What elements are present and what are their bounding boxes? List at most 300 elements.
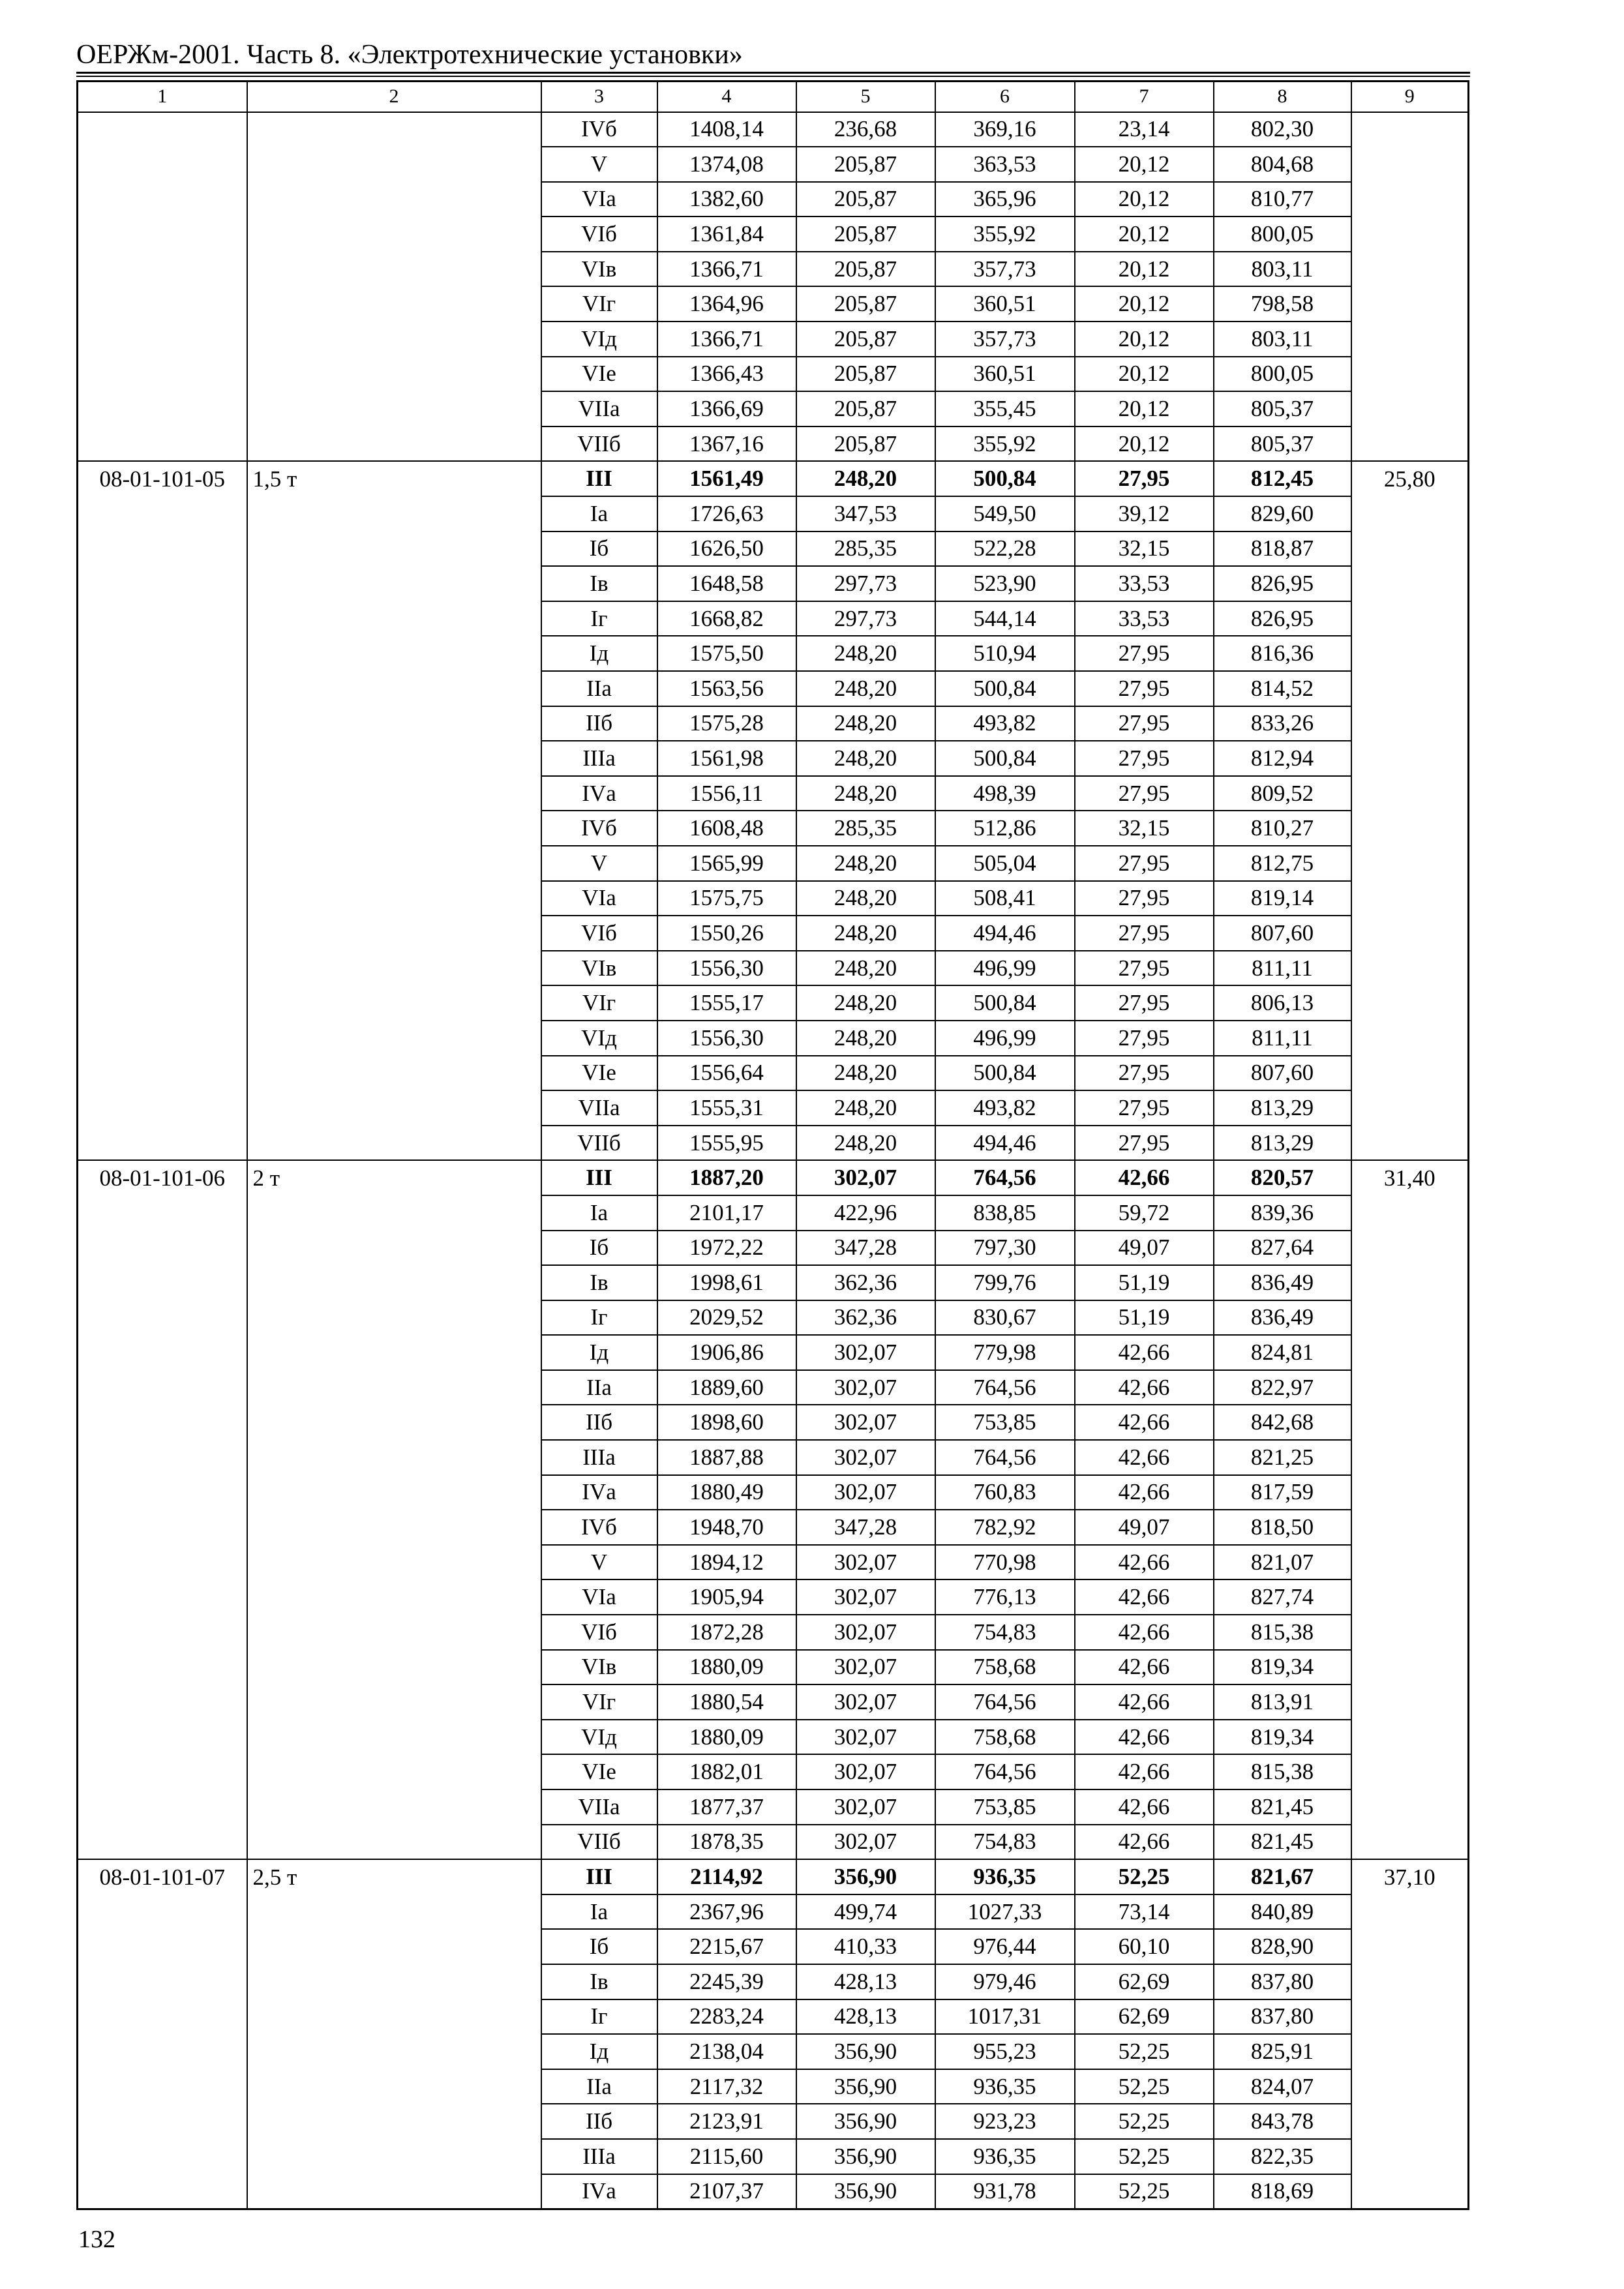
column-6-cell: 510,94: [935, 636, 1075, 671]
column-8-cell: 810,27: [1214, 811, 1351, 846]
column-5-cell: 302,07: [796, 1545, 935, 1580]
column-5-cell: 302,07: [796, 1789, 935, 1825]
column-7-cell: 27,95: [1075, 1021, 1214, 1056]
column-8-cell: 821,45: [1214, 1789, 1351, 1825]
column-8-cell: 815,38: [1214, 1615, 1351, 1650]
item-name-cell: [247, 112, 541, 462]
item-name-cell: 1,5 т: [247, 461, 541, 1160]
column-7-cell: 62,69: [1075, 1999, 1214, 2035]
zone-cell: Iд: [541, 636, 657, 671]
column-7-cell: 52,25: [1075, 2069, 1214, 2104]
column-9-cell: 37,10: [1351, 1859, 1469, 2209]
column-4-cell: 1906,86: [657, 1335, 796, 1370]
zone-cell: Iг: [541, 1999, 657, 2035]
column-4-cell: 2138,04: [657, 2034, 796, 2069]
column-7-cell: 27,95: [1075, 1090, 1214, 1126]
column-4-cell: 1575,50: [657, 636, 796, 671]
column-4-cell: 1905,94: [657, 1579, 796, 1615]
column-4-cell: 1366,43: [657, 357, 796, 392]
column-5-cell: 302,07: [796, 1335, 935, 1370]
item-name-cell: 2,5 т: [247, 1859, 541, 2209]
column-5-cell: 302,07: [796, 1650, 935, 1685]
column-8-cell: 803,11: [1214, 252, 1351, 287]
column-8-cell: 821,25: [1214, 1440, 1351, 1475]
column-4-cell: 1364,96: [657, 286, 796, 322]
column-7-cell: 59,72: [1075, 1195, 1214, 1231]
zone-cell: VIб: [541, 1615, 657, 1650]
column-8-cell: 812,94: [1214, 741, 1351, 776]
column-5-cell: 302,07: [796, 1720, 935, 1755]
column-5-cell: 347,28: [796, 1510, 935, 1545]
column-6-cell: 357,73: [935, 322, 1075, 357]
column-8-cell: 807,60: [1214, 1056, 1351, 1091]
column-5-cell: 248,20: [796, 461, 935, 496]
column-4-cell: 1889,60: [657, 1370, 796, 1405]
column-5-cell: 205,87: [796, 391, 935, 426]
table-row: [78, 112, 1469, 147]
zone-cell: IIIа: [541, 741, 657, 776]
column-4-cell: 1382,60: [657, 182, 796, 217]
column-7-cell: 27,95: [1075, 846, 1214, 881]
column-5-cell: 302,07: [796, 1440, 935, 1475]
table-body: [78, 112, 1469, 2209]
column-7-cell: 23,14: [1075, 112, 1214, 147]
column-7-cell: 32,15: [1075, 531, 1214, 567]
column-6-cell: 357,73: [935, 252, 1075, 287]
column-6-cell: 500,84: [935, 671, 1075, 706]
column-4-cell: 2117,32: [657, 2069, 796, 2104]
column-5-cell: 248,20: [796, 1126, 935, 1161]
column-8-cell: 813,29: [1214, 1090, 1351, 1126]
column-5-cell: 356,90: [796, 2139, 935, 2174]
column-7-cell: 52,25: [1075, 2174, 1214, 2209]
column-4-cell: 2215,67: [657, 1929, 796, 1964]
column-number-header: 1: [78, 82, 247, 112]
column-7-cell: 32,15: [1075, 811, 1214, 846]
column-6-cell: 369,16: [935, 112, 1075, 147]
rate-code-cell: [78, 112, 247, 462]
column-6-cell: 936,35: [935, 1859, 1075, 1894]
column-4-cell: 1550,26: [657, 916, 796, 951]
column-4-cell: 1878,35: [657, 1825, 796, 1860]
zone-cell: VIг: [541, 286, 657, 322]
column-4-cell: 1367,16: [657, 426, 796, 462]
column-6-cell: 500,84: [935, 1056, 1075, 1091]
column-5-cell: 205,87: [796, 426, 935, 462]
column-7-cell: 49,07: [1075, 1510, 1214, 1545]
column-4-cell: 1374,08: [657, 147, 796, 182]
zone-cell: VIд: [541, 1021, 657, 1056]
column-4-cell: 1563,56: [657, 671, 796, 706]
column-5-cell: 248,20: [796, 916, 935, 951]
column-6-cell: 753,85: [935, 1405, 1075, 1440]
column-7-cell: 42,66: [1075, 1579, 1214, 1615]
column-6-cell: 365,96: [935, 182, 1075, 217]
column-8-cell: 822,97: [1214, 1370, 1351, 1405]
column-5-cell: 410,33: [796, 1929, 935, 1964]
column-6-cell: 830,67: [935, 1300, 1075, 1336]
column-7-cell: 27,95: [1075, 951, 1214, 986]
column-number-header: 4: [657, 82, 796, 112]
column-6-cell: 544,14: [935, 601, 1075, 636]
column-5-cell: 205,87: [796, 147, 935, 182]
column-8-cell: 839,36: [1214, 1195, 1351, 1231]
column-7-cell: 62,69: [1075, 1964, 1214, 1999]
column-5-cell: 428,13: [796, 1999, 935, 2035]
column-5-cell: 285,35: [796, 531, 935, 567]
column-8-cell: 814,52: [1214, 671, 1351, 706]
column-5-cell: 248,20: [796, 846, 935, 881]
zone-cell: VIа: [541, 182, 657, 217]
column-7-cell: 33,53: [1075, 566, 1214, 601]
column-7-cell: 27,95: [1075, 881, 1214, 916]
column-7-cell: 52,25: [1075, 1859, 1214, 1894]
column-7-cell: 42,66: [1075, 1405, 1214, 1440]
column-4-cell: 1556,30: [657, 951, 796, 986]
column-6-cell: 764,56: [935, 1684, 1075, 1720]
column-7-cell: 42,66: [1075, 1650, 1214, 1685]
column-4-cell: 1880,54: [657, 1684, 796, 1720]
column-7-cell: 42,66: [1075, 1615, 1214, 1650]
column-number-header: 9: [1351, 82, 1469, 112]
column-5-cell: 285,35: [796, 811, 935, 846]
page-title: ОЕРЖм-2001. Часть 8. «Электротехнические установки»: [76, 40, 743, 70]
column-6-cell: 500,84: [935, 741, 1075, 776]
column-4-cell: 1366,71: [657, 252, 796, 287]
column-9-cell: 25,80: [1351, 461, 1469, 1160]
zone-cell: VIе: [541, 1056, 657, 1091]
zone-cell: IVа: [541, 2174, 657, 2209]
column-6-cell: 496,99: [935, 1021, 1075, 1056]
column-4-cell: 1648,58: [657, 566, 796, 601]
column-5-cell: 362,36: [796, 1300, 935, 1336]
column-6-cell: 779,98: [935, 1335, 1075, 1370]
column-7-cell: 42,66: [1075, 1684, 1214, 1720]
column-6-cell: 505,04: [935, 846, 1075, 881]
column-9-cell: [1351, 112, 1469, 462]
column-7-cell: 20,12: [1075, 357, 1214, 392]
zone-cell: VIIа: [541, 1789, 657, 1825]
column-8-cell: 821,07: [1214, 1545, 1351, 1580]
column-4-cell: 1561,49: [657, 461, 796, 496]
column-number-header: 5: [796, 82, 935, 112]
column-5-cell: 347,53: [796, 496, 935, 531]
column-4-cell: 1872,28: [657, 1615, 796, 1650]
column-8-cell: 821,67: [1214, 1859, 1351, 1894]
column-5-cell: 302,07: [796, 1579, 935, 1615]
column-7-cell: 42,66: [1075, 1754, 1214, 1789]
column-4-cell: 1880,09: [657, 1720, 796, 1755]
column-8-cell: 827,64: [1214, 1231, 1351, 1266]
column-4-cell: 1898,60: [657, 1405, 796, 1440]
column-6-cell: 782,92: [935, 1510, 1075, 1545]
column-6-cell: 500,84: [935, 461, 1075, 496]
column-8-cell: 837,80: [1214, 1999, 1351, 2035]
column-4-cell: 2101,17: [657, 1195, 796, 1231]
column-7-cell: 52,25: [1075, 2104, 1214, 2139]
zone-cell: Iг: [541, 1300, 657, 1336]
column-6-cell: 799,76: [935, 1265, 1075, 1300]
column-number-header: 8: [1214, 82, 1351, 112]
column-6-cell: 758,68: [935, 1650, 1075, 1685]
column-8-cell: 843,78: [1214, 2104, 1351, 2139]
column-4-cell: 1998,61: [657, 1265, 796, 1300]
column-6-cell: 764,56: [935, 1160, 1075, 1195]
zone-cell: Iа: [541, 1195, 657, 1231]
column-4-cell: 1882,01: [657, 1754, 796, 1789]
column-7-cell: 39,12: [1075, 496, 1214, 531]
column-5-cell: 356,90: [796, 2104, 935, 2139]
column-6-cell: 936,35: [935, 2139, 1075, 2174]
column-6-cell: 494,46: [935, 916, 1075, 951]
column-6-cell: 355,92: [935, 426, 1075, 462]
column-5-cell: 347,28: [796, 1231, 935, 1266]
column-8-cell: 798,58: [1214, 286, 1351, 322]
column-8-cell: 827,74: [1214, 1579, 1351, 1615]
column-8-cell: 800,05: [1214, 217, 1351, 252]
column-5-cell: 356,90: [796, 2174, 935, 2209]
column-8-cell: 818,87: [1214, 531, 1351, 567]
column-6-cell: 979,46: [935, 1964, 1075, 1999]
column-4-cell: 2029,52: [657, 1300, 796, 1336]
column-7-cell: 52,25: [1075, 2139, 1214, 2174]
column-5-cell: 248,20: [796, 1021, 935, 1056]
column-8-cell: 811,11: [1214, 951, 1351, 986]
column-6-cell: 498,39: [935, 776, 1075, 811]
column-9-cell: 31,40: [1351, 1160, 1469, 1859]
column-8-cell: 825,91: [1214, 2034, 1351, 2069]
column-8-cell: 812,45: [1214, 461, 1351, 496]
column-5-cell: 236,68: [796, 112, 935, 147]
zone-cell: VIIб: [541, 426, 657, 462]
column-7-cell: 42,66: [1075, 1440, 1214, 1475]
column-7-cell: 27,95: [1075, 776, 1214, 811]
column-4-cell: 1626,50: [657, 531, 796, 567]
column-7-cell: 27,95: [1075, 1126, 1214, 1161]
column-8-cell: 800,05: [1214, 357, 1351, 392]
column-6-cell: 508,41: [935, 881, 1075, 916]
column-8-cell: 809,52: [1214, 776, 1351, 811]
column-4-cell: 1972,22: [657, 1231, 796, 1266]
column-4-cell: 1556,30: [657, 1021, 796, 1056]
column-8-cell: 836,49: [1214, 1300, 1351, 1336]
column-7-cell: 27,95: [1075, 1056, 1214, 1091]
column-6-cell: 496,99: [935, 951, 1075, 986]
column-5-cell: 422,96: [796, 1195, 935, 1231]
column-6-cell: 758,68: [935, 1720, 1075, 1755]
column-6-cell: 955,23: [935, 2034, 1075, 2069]
column-4-cell: 1555,17: [657, 985, 796, 1021]
column-6-cell: 770,98: [935, 1545, 1075, 1580]
column-5-cell: 248,20: [796, 951, 935, 986]
zone-cell: Iб: [541, 1929, 657, 1964]
column-8-cell: 803,11: [1214, 322, 1351, 357]
rate-code-cell: 08-01-101-05: [78, 461, 247, 1160]
column-7-cell: 20,12: [1075, 322, 1214, 357]
column-5-cell: 205,87: [796, 217, 935, 252]
column-5-cell: 248,20: [796, 741, 935, 776]
column-8-cell: 816,36: [1214, 636, 1351, 671]
column-4-cell: 1894,12: [657, 1545, 796, 1580]
column-7-cell: 20,12: [1075, 426, 1214, 462]
zone-cell: IIIа: [541, 1440, 657, 1475]
column-6-cell: 493,82: [935, 706, 1075, 741]
column-5-cell: 302,07: [796, 1160, 935, 1195]
column-6-cell: 753,85: [935, 1789, 1075, 1825]
zone-cell: VIа: [541, 1579, 657, 1615]
column-4-cell: 1565,99: [657, 846, 796, 881]
column-6-cell: 522,28: [935, 531, 1075, 567]
zone-cell: VIе: [541, 357, 657, 392]
column-8-cell: 824,07: [1214, 2069, 1351, 2104]
column-6-cell: 923,23: [935, 2104, 1075, 2139]
column-5-cell: 248,20: [796, 985, 935, 1021]
zone-cell: VIIб: [541, 1126, 657, 1161]
column-6-cell: 976,44: [935, 1929, 1075, 1964]
table-row: [78, 1859, 1469, 1894]
column-7-cell: 49,07: [1075, 1231, 1214, 1266]
zone-cell: IIа: [541, 1370, 657, 1405]
column-5-cell: 205,87: [796, 252, 935, 287]
column-6-cell: 363,53: [935, 147, 1075, 182]
column-6-cell: 931,78: [935, 2174, 1075, 2209]
column-7-cell: 20,12: [1075, 182, 1214, 217]
column-7-cell: 60,10: [1075, 1929, 1214, 1964]
column-7-cell: 20,12: [1075, 147, 1214, 182]
column-5-cell: 248,20: [796, 636, 935, 671]
column-4-cell: 1555,95: [657, 1126, 796, 1161]
column-5-cell: 248,20: [796, 881, 935, 916]
column-5-cell: 297,73: [796, 601, 935, 636]
zone-cell: VIг: [541, 985, 657, 1021]
zone-cell: Iв: [541, 1265, 657, 1300]
column-4-cell: 1880,09: [657, 1650, 796, 1685]
column-4-cell: 1408,14: [657, 112, 796, 147]
column-4-cell: 1575,28: [657, 706, 796, 741]
column-4-cell: 2245,39: [657, 1964, 796, 1999]
column-8-cell: 826,95: [1214, 601, 1351, 636]
column-7-cell: 42,66: [1075, 1789, 1214, 1825]
column-number-header: 6: [935, 82, 1075, 112]
column-4-cell: 2107,37: [657, 2174, 796, 2209]
zone-cell: VIб: [541, 916, 657, 951]
column-4-cell: 1887,88: [657, 1440, 796, 1475]
column-4-cell: 2115,60: [657, 2139, 796, 2174]
column-4-cell: 1366,71: [657, 322, 796, 357]
column-8-cell: 836,49: [1214, 1265, 1351, 1300]
column-7-cell: 42,66: [1075, 1475, 1214, 1510]
column-7-cell: 33,53: [1075, 601, 1214, 636]
column-5-cell: 302,07: [796, 1370, 935, 1405]
column-6-cell: 764,56: [935, 1370, 1075, 1405]
column-7-cell: 20,12: [1075, 391, 1214, 426]
column-6-cell: 500,84: [935, 985, 1075, 1021]
zone-cell: VIIа: [541, 391, 657, 426]
column-5-cell: 248,20: [796, 776, 935, 811]
column-5-cell: 248,20: [796, 1090, 935, 1126]
zone-cell: III: [541, 1160, 657, 1195]
column-4-cell: 1361,84: [657, 217, 796, 252]
column-7-cell: 52,25: [1075, 2034, 1214, 2069]
column-8-cell: 819,14: [1214, 881, 1351, 916]
column-7-cell: 51,19: [1075, 1300, 1214, 1336]
column-7-cell: 42,66: [1075, 1825, 1214, 1860]
column-8-cell: 802,30: [1214, 112, 1351, 147]
zone-cell: IVб: [541, 1510, 657, 1545]
column-6-cell: 838,85: [935, 1195, 1075, 1231]
column-6-cell: 355,92: [935, 217, 1075, 252]
column-4-cell: 1877,37: [657, 1789, 796, 1825]
zone-cell: Iб: [541, 1231, 657, 1266]
zone-cell: VIб: [541, 217, 657, 252]
column-8-cell: 805,37: [1214, 391, 1351, 426]
column-4-cell: 1555,31: [657, 1090, 796, 1126]
zone-cell: V: [541, 846, 657, 881]
column-8-cell: 804,68: [1214, 147, 1351, 182]
item-name-cell: 2 т: [247, 1160, 541, 1859]
zone-cell: IVб: [541, 112, 657, 147]
zone-cell: Iа: [541, 1894, 657, 1930]
column-4-cell: 1887,20: [657, 1160, 796, 1195]
column-8-cell: 818,69: [1214, 2174, 1351, 2209]
zone-cell: VIв: [541, 252, 657, 287]
column-6-cell: 360,51: [935, 357, 1075, 392]
column-5-cell: 205,87: [796, 286, 935, 322]
zone-cell: Iд: [541, 1335, 657, 1370]
zone-cell: VIIб: [541, 1825, 657, 1860]
column-7-cell: 27,95: [1075, 461, 1214, 496]
column-8-cell: 805,37: [1214, 426, 1351, 462]
column-number-row: [78, 82, 1469, 112]
column-8-cell: 822,35: [1214, 2139, 1351, 2174]
zone-cell: V: [541, 147, 657, 182]
column-6-cell: 493,82: [935, 1090, 1075, 1126]
column-6-cell: 764,56: [935, 1440, 1075, 1475]
column-8-cell: 812,75: [1214, 846, 1351, 881]
column-6-cell: 494,46: [935, 1126, 1075, 1161]
column-8-cell: 806,13: [1214, 985, 1351, 1021]
column-5-cell: 302,07: [796, 1825, 935, 1860]
column-5-cell: 205,87: [796, 357, 935, 392]
zone-cell: VIд: [541, 1720, 657, 1755]
column-8-cell: 829,60: [1214, 496, 1351, 531]
zone-cell: IVа: [541, 776, 657, 811]
column-8-cell: 820,57: [1214, 1160, 1351, 1195]
column-5-cell: 297,73: [796, 566, 935, 601]
column-5-cell: 356,90: [796, 2034, 935, 2069]
column-6-cell: 355,45: [935, 391, 1075, 426]
zone-cell: VIд: [541, 322, 657, 357]
column-7-cell: 27,95: [1075, 985, 1214, 1021]
column-8-cell: 813,29: [1214, 1126, 1351, 1161]
column-4-cell: 1366,69: [657, 391, 796, 426]
column-4-cell: 1948,70: [657, 1510, 796, 1545]
column-4-cell: 2367,96: [657, 1894, 796, 1930]
column-5-cell: 362,36: [796, 1265, 935, 1300]
column-8-cell: 810,77: [1214, 182, 1351, 217]
column-7-cell: 42,66: [1075, 1335, 1214, 1370]
column-8-cell: 824,81: [1214, 1335, 1351, 1370]
column-4-cell: 1726,63: [657, 496, 796, 531]
zone-cell: IIIа: [541, 2139, 657, 2174]
column-7-cell: 27,95: [1075, 636, 1214, 671]
column-6-cell: 1017,31: [935, 1999, 1075, 2035]
column-5-cell: 356,90: [796, 1859, 935, 1894]
table-row: [78, 461, 1469, 496]
column-6-cell: 936,35: [935, 2069, 1075, 2104]
column-8-cell: 815,38: [1214, 1754, 1351, 1789]
zone-cell: Iв: [541, 566, 657, 601]
